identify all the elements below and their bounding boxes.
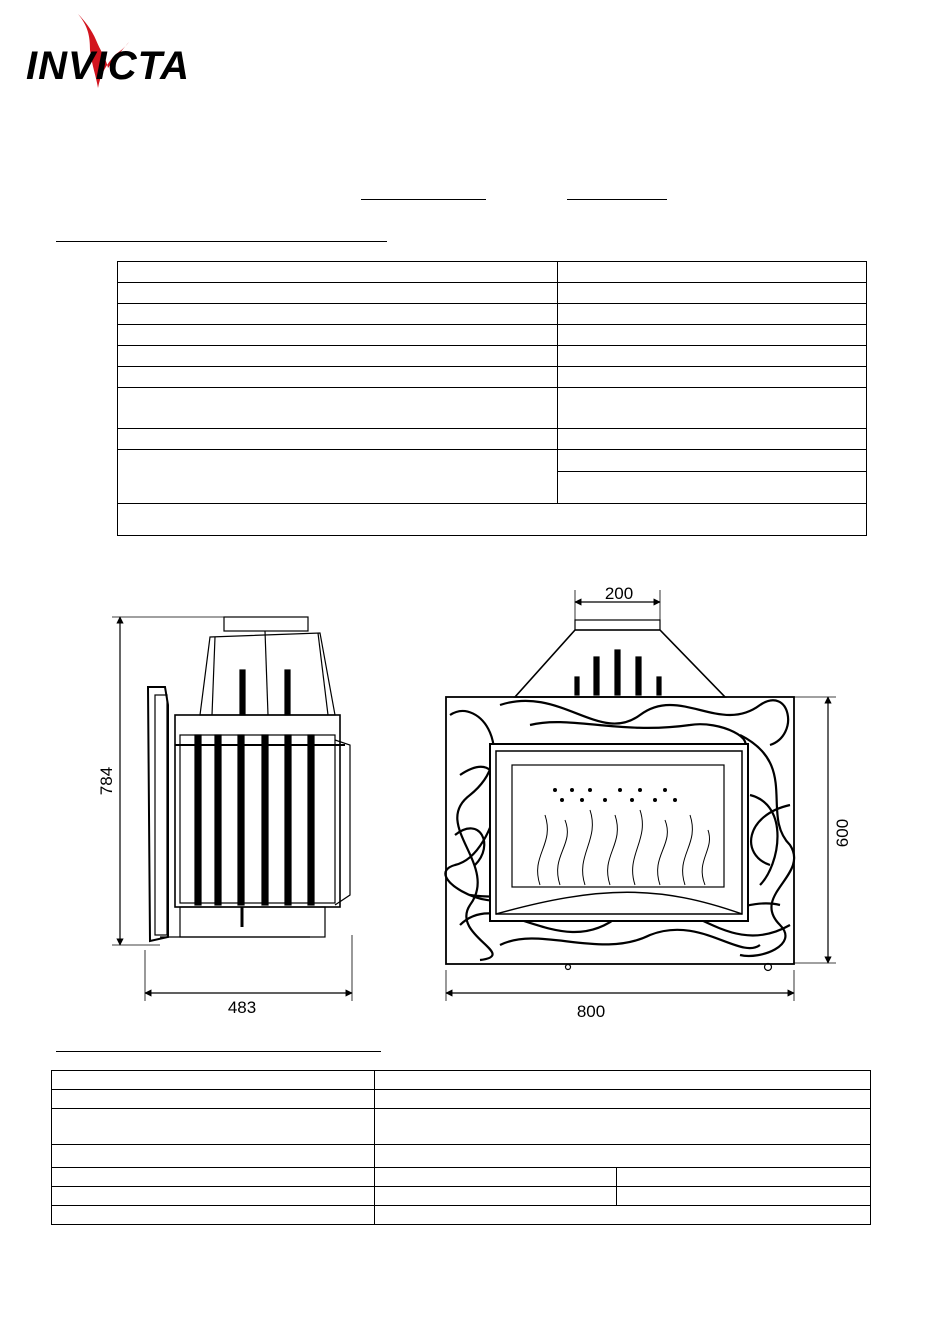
- spec-table-1: [117, 261, 867, 536]
- front-height-label: 600: [833, 818, 852, 848]
- title-underline-1: [361, 199, 486, 200]
- table-row: [52, 1109, 871, 1145]
- table-row: [52, 1145, 871, 1168]
- table-row: [52, 1071, 871, 1090]
- table-row: [118, 450, 867, 472]
- table-row: [118, 283, 867, 304]
- brand-logo: [26, 6, 251, 92]
- section-underline-1: [56, 241, 387, 242]
- front-flue-label: 200: [604, 584, 634, 603]
- table-row: [52, 1090, 871, 1109]
- side-height-label: 784: [97, 766, 116, 796]
- table-row: [118, 325, 867, 346]
- table-row: [118, 388, 867, 429]
- technical-drawing: [0, 565, 950, 1065]
- table-row: [52, 1206, 871, 1225]
- side-view: [112, 617, 352, 1001]
- table-row: [118, 367, 867, 388]
- table-row: [118, 346, 867, 367]
- front-width-label: 800: [576, 1002, 606, 1021]
- table-row: [118, 504, 867, 536]
- logo-text: INVICTA: [26, 44, 191, 88]
- table-row: [52, 1187, 871, 1206]
- front-view: [445, 590, 836, 1001]
- table-row: [118, 429, 867, 450]
- table-row: [52, 1168, 871, 1187]
- spec-table-2: [51, 1070, 871, 1225]
- section-underline-2: [56, 1051, 381, 1052]
- table-row: [118, 262, 867, 283]
- side-depth-label: 483: [227, 998, 257, 1017]
- table-row: [118, 304, 867, 325]
- title-underline-2: [567, 199, 667, 200]
